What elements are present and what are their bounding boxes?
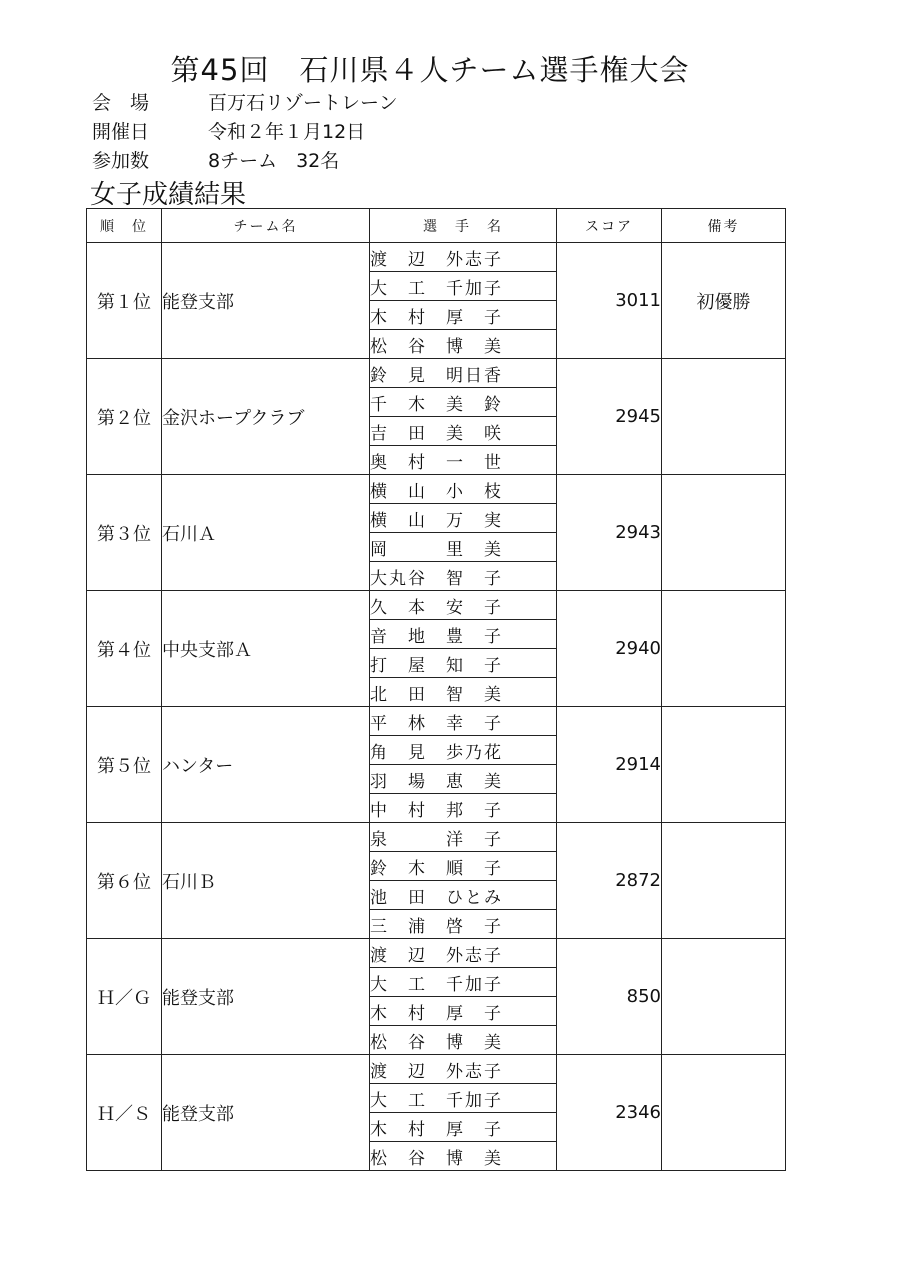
meta-value: 百万石リゾートレーン — [208, 92, 398, 114]
player-name: 渡 辺 外志子 — [370, 1055, 557, 1084]
player-name: 松 谷 博 美 — [370, 1142, 557, 1171]
table-row — [87, 707, 786, 736]
team-name: 能登支部 — [162, 939, 370, 1055]
player-name: 大 工 千加子 — [370, 968, 557, 997]
player-name: 大 工 千加子 — [370, 272, 557, 301]
player-name: 鈴 木 順 子 — [370, 852, 557, 881]
player-name: 中 村 邦 子 — [370, 794, 557, 823]
note-cell: 初優勝 — [662, 243, 786, 359]
team-name: 中央支部Ａ — [162, 591, 370, 707]
player-name: 平 林 幸 子 — [370, 707, 557, 736]
player-name: 池 田 ひとみ — [370, 881, 557, 910]
col-team: チーム名 — [162, 209, 370, 243]
team-name: 能登支部 — [162, 243, 370, 359]
team-name: 石川Ａ — [162, 475, 370, 591]
score-cell: 2872 — [557, 823, 662, 939]
rank-cell: Ｈ／Ｇ — [87, 939, 162, 1055]
meta-date — [92, 117, 365, 144]
table-row — [87, 823, 786, 852]
team-name: ハンター — [162, 707, 370, 823]
player-name: 音 地 豊 子 — [370, 620, 557, 649]
meta-label: 参加数 — [92, 150, 150, 172]
rank-cell: 第３位 — [87, 475, 162, 591]
note-cell — [662, 823, 786, 939]
player-name: 渡 辺 外志子 — [370, 939, 557, 968]
player-name: 横 山 万 実 — [370, 504, 557, 533]
player-name: 木 村 厚 子 — [370, 997, 557, 1026]
player-name: 久 本 安 子 — [370, 591, 557, 620]
rank-cell: 第６位 — [87, 823, 162, 939]
note-cell — [662, 359, 786, 475]
player-name: 松 谷 博 美 — [370, 1026, 557, 1055]
player-name: 木 村 厚 子 — [370, 301, 557, 330]
score-cell: 2346 — [557, 1055, 662, 1171]
score-cell: 2945 — [557, 359, 662, 475]
player-name: 大 工 千加子 — [370, 1084, 557, 1113]
meta-venue — [92, 88, 398, 115]
player-name: 吉 田 美 咲 — [370, 417, 557, 446]
player-name: 岡 里 美 — [370, 533, 557, 562]
player-name: 鈴 見 明日香 — [370, 359, 557, 388]
player-name: 渡 辺 外志子 — [370, 243, 557, 272]
table-row — [87, 243, 786, 272]
table-row — [87, 359, 786, 388]
note-cell — [662, 1055, 786, 1171]
note-cell — [662, 475, 786, 591]
rank-cell: 第５位 — [87, 707, 162, 823]
player-name: 木 村 厚 子 — [370, 1113, 557, 1142]
score-cell: 2940 — [557, 591, 662, 707]
note-cell — [662, 707, 786, 823]
meta-value: 令和２年１月12日 — [208, 121, 366, 143]
page-title: 第45回 石川県４人チーム選手権大会 — [170, 53, 690, 87]
results-table — [86, 208, 786, 1171]
team-name: 能登支部 — [162, 1055, 370, 1171]
note-cell — [662, 591, 786, 707]
player-name: 横 山 小 枝 — [370, 475, 557, 504]
player-name: 打 屋 知 子 — [370, 649, 557, 678]
note-cell — [662, 939, 786, 1055]
table-row — [87, 591, 786, 620]
rank-cell: 第２位 — [87, 359, 162, 475]
score-cell: 2914 — [557, 707, 662, 823]
player-name: 三 浦 啓 子 — [370, 910, 557, 939]
team-name: 金沢ホープクラブ — [162, 359, 370, 475]
meta-label: 開催日 — [92, 121, 150, 143]
table-row — [87, 1055, 786, 1084]
section-heading: 女子成績結果 — [90, 180, 247, 210]
rank-cell: 第１位 — [87, 243, 162, 359]
col-note: 備考 — [662, 209, 786, 243]
player-name: 松 谷 博 美 — [370, 330, 557, 359]
table-row — [87, 939, 786, 968]
score-cell: 3011 — [557, 243, 662, 359]
header-row — [87, 209, 786, 243]
player-name: 千 木 美 鈴 — [370, 388, 557, 417]
col-score: スコア — [557, 209, 662, 243]
meta-value: 8チーム 32名 — [208, 150, 340, 172]
table-row — [87, 475, 786, 504]
col-rank: 順 位 — [87, 209, 162, 243]
player-name: 奥 村 一 世 — [370, 446, 557, 475]
score-cell: 850 — [557, 939, 662, 1055]
player-name: 泉 洋 子 — [370, 823, 557, 852]
meta-label: 会 場 — [92, 92, 150, 114]
rank-cell: 第４位 — [87, 591, 162, 707]
player-name: 羽 場 恵 美 — [370, 765, 557, 794]
player-name: 角 見 歩乃花 — [370, 736, 557, 765]
score-cell: 2943 — [557, 475, 662, 591]
col-players: 選 手 名 — [370, 209, 557, 243]
player-name: 大丸谷 智 子 — [370, 562, 557, 591]
player-name: 北 田 智 美 — [370, 678, 557, 707]
team-name: 石川Ｂ — [162, 823, 370, 939]
meta-participants — [92, 146, 339, 173]
rank-cell: Ｈ／Ｓ — [87, 1055, 162, 1171]
